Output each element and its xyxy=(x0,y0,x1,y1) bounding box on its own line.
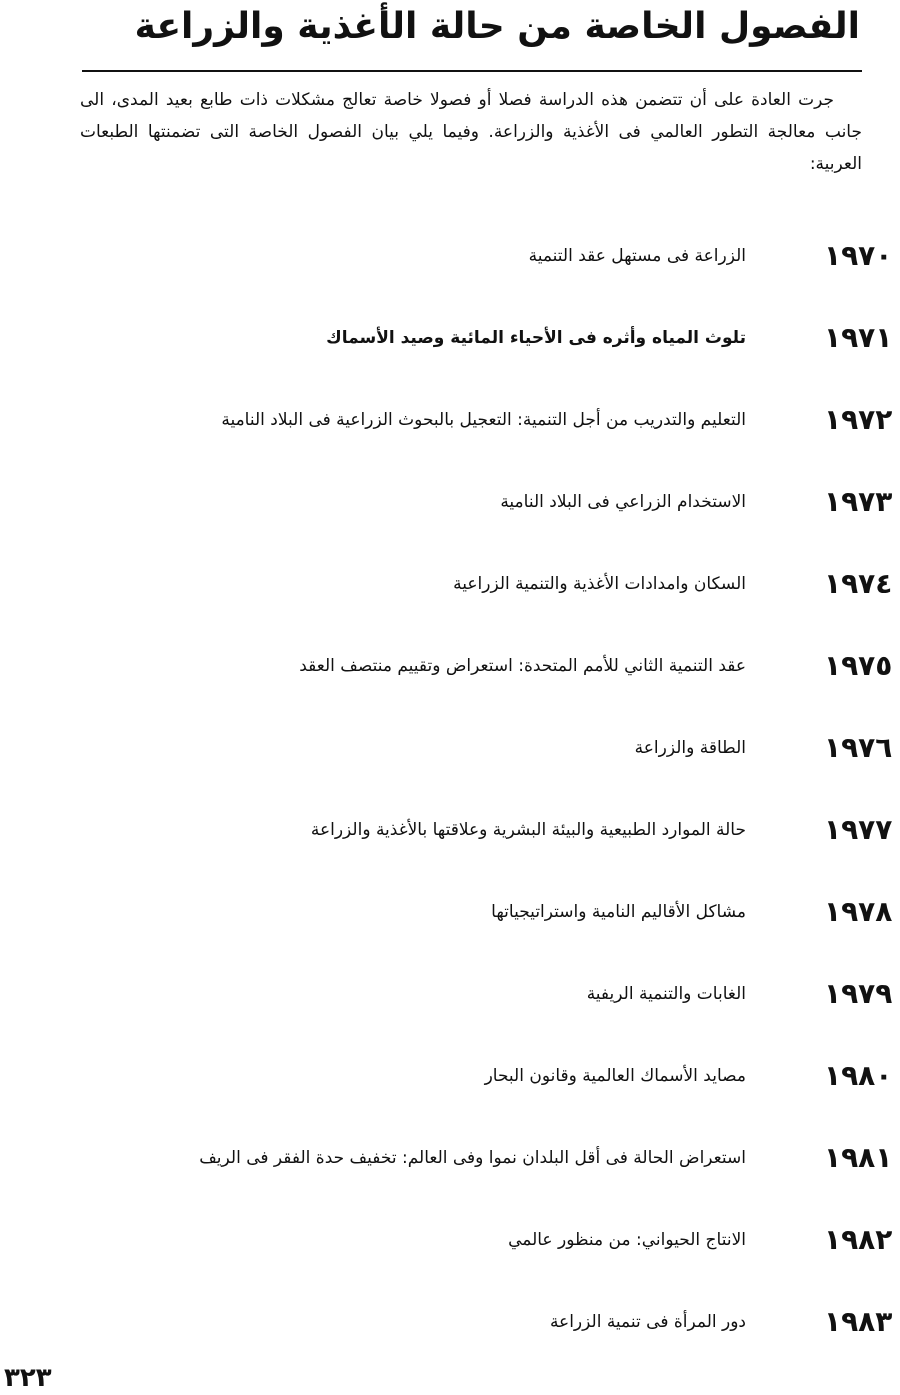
chapter-title: الزراعة فى مستهل عقد التنمية xyxy=(528,246,746,266)
chapter-year: ١٩٧١ xyxy=(824,321,893,354)
chapter-title: التعليم والتدريب من أجل التنمية: التعجيل بالبحوث الزراعية فى البلاد النامية xyxy=(221,410,746,430)
chapter-title: تلوث المياه وأثره فى الأحياء المائية وصيد الأسماك xyxy=(326,328,746,348)
list-item xyxy=(0,230,900,312)
chapter-title: الطاقة والزراعة xyxy=(634,738,746,758)
list-item xyxy=(0,722,900,804)
page-number: ٣٢٣ xyxy=(4,1363,52,1393)
list-item xyxy=(0,558,900,640)
chapter-year: ١٩٨١ xyxy=(824,1141,893,1174)
list-item xyxy=(0,1132,900,1214)
list-item xyxy=(0,1214,900,1296)
chapter-year: ١٩٧٧ xyxy=(824,813,893,846)
chapter-year: ١٩٧٣ xyxy=(824,485,893,518)
list-item xyxy=(0,394,900,476)
chapter-year: ١٩٧٢ xyxy=(824,403,893,436)
chapter-title: الغابات والتنمية الريفية xyxy=(586,984,746,1004)
chapter-title: عقد التنمية الثاني للأمم المتحدة: استعراض وتقييم منتصف العقد xyxy=(299,656,746,676)
chapter-year: ١٩٧٦ xyxy=(824,731,893,764)
chapter-list xyxy=(0,230,900,1378)
chapter-title: حالة الموارد الطبيعية والبيئة البشرية وعلاقتها بالأغذية والزراعة xyxy=(310,820,746,840)
chapter-year: ١٩٨٠ xyxy=(824,1059,893,1092)
list-item xyxy=(0,640,900,722)
chapter-year: ١٩٧٤ xyxy=(824,567,893,600)
chapter-year: ١٩٨٣ xyxy=(824,1305,893,1338)
chapter-year: ١٩٨٢ xyxy=(824,1223,893,1256)
list-item xyxy=(0,476,900,558)
chapter-year: ١٩٧٩ xyxy=(824,977,893,1010)
chapter-title: الانتاج الحيواني: من منظور عالمي xyxy=(508,1230,746,1250)
list-item xyxy=(0,1050,900,1132)
list-item xyxy=(0,886,900,968)
chapter-year: ١٩٧٠ xyxy=(824,239,893,272)
chapter-title: مصايد الأسماك العالمية وقانون البحار xyxy=(484,1066,746,1086)
chapter-year: ١٩٧٨ xyxy=(824,895,893,928)
list-item xyxy=(0,968,900,1050)
list-item xyxy=(0,804,900,886)
chapter-title: الاستخدام الزراعي فى البلاد النامية xyxy=(500,492,746,512)
chapter-title: دور المرأة فى تنمية الزراعة xyxy=(549,1312,746,1332)
chapter-title: مشاكل الأقاليم النامية واستراتيجياتها xyxy=(491,902,746,922)
intro-paragraph: جرت العادة على أن تتضمن هذه الدراسة فصلا أو فصولا خاصة تعالج مشكلات ذات طابع بعيد المدى، الى جانب معالجة التطور العالمي فى الأغذية والزراعة. وفيما يلي بيان الفصول الخاصة التى تضمنتها الطبعات العربية: xyxy=(80,90,862,174)
title-divider xyxy=(82,70,862,72)
page-title: الفصول الخاصة من حالة الأغذية والزراعة xyxy=(134,6,860,47)
list-item xyxy=(0,1296,900,1378)
list-item xyxy=(0,312,900,394)
chapter-year: ١٩٧٥ xyxy=(824,649,893,682)
chapter-title: السكان وامدادات الأغذية والتنمية الزراعية xyxy=(453,574,746,594)
chapter-title: استعراض الحالة فى أقل البلدان نموا وفى العالم: تخفيف حدة الفقر فى الريف xyxy=(199,1148,746,1168)
